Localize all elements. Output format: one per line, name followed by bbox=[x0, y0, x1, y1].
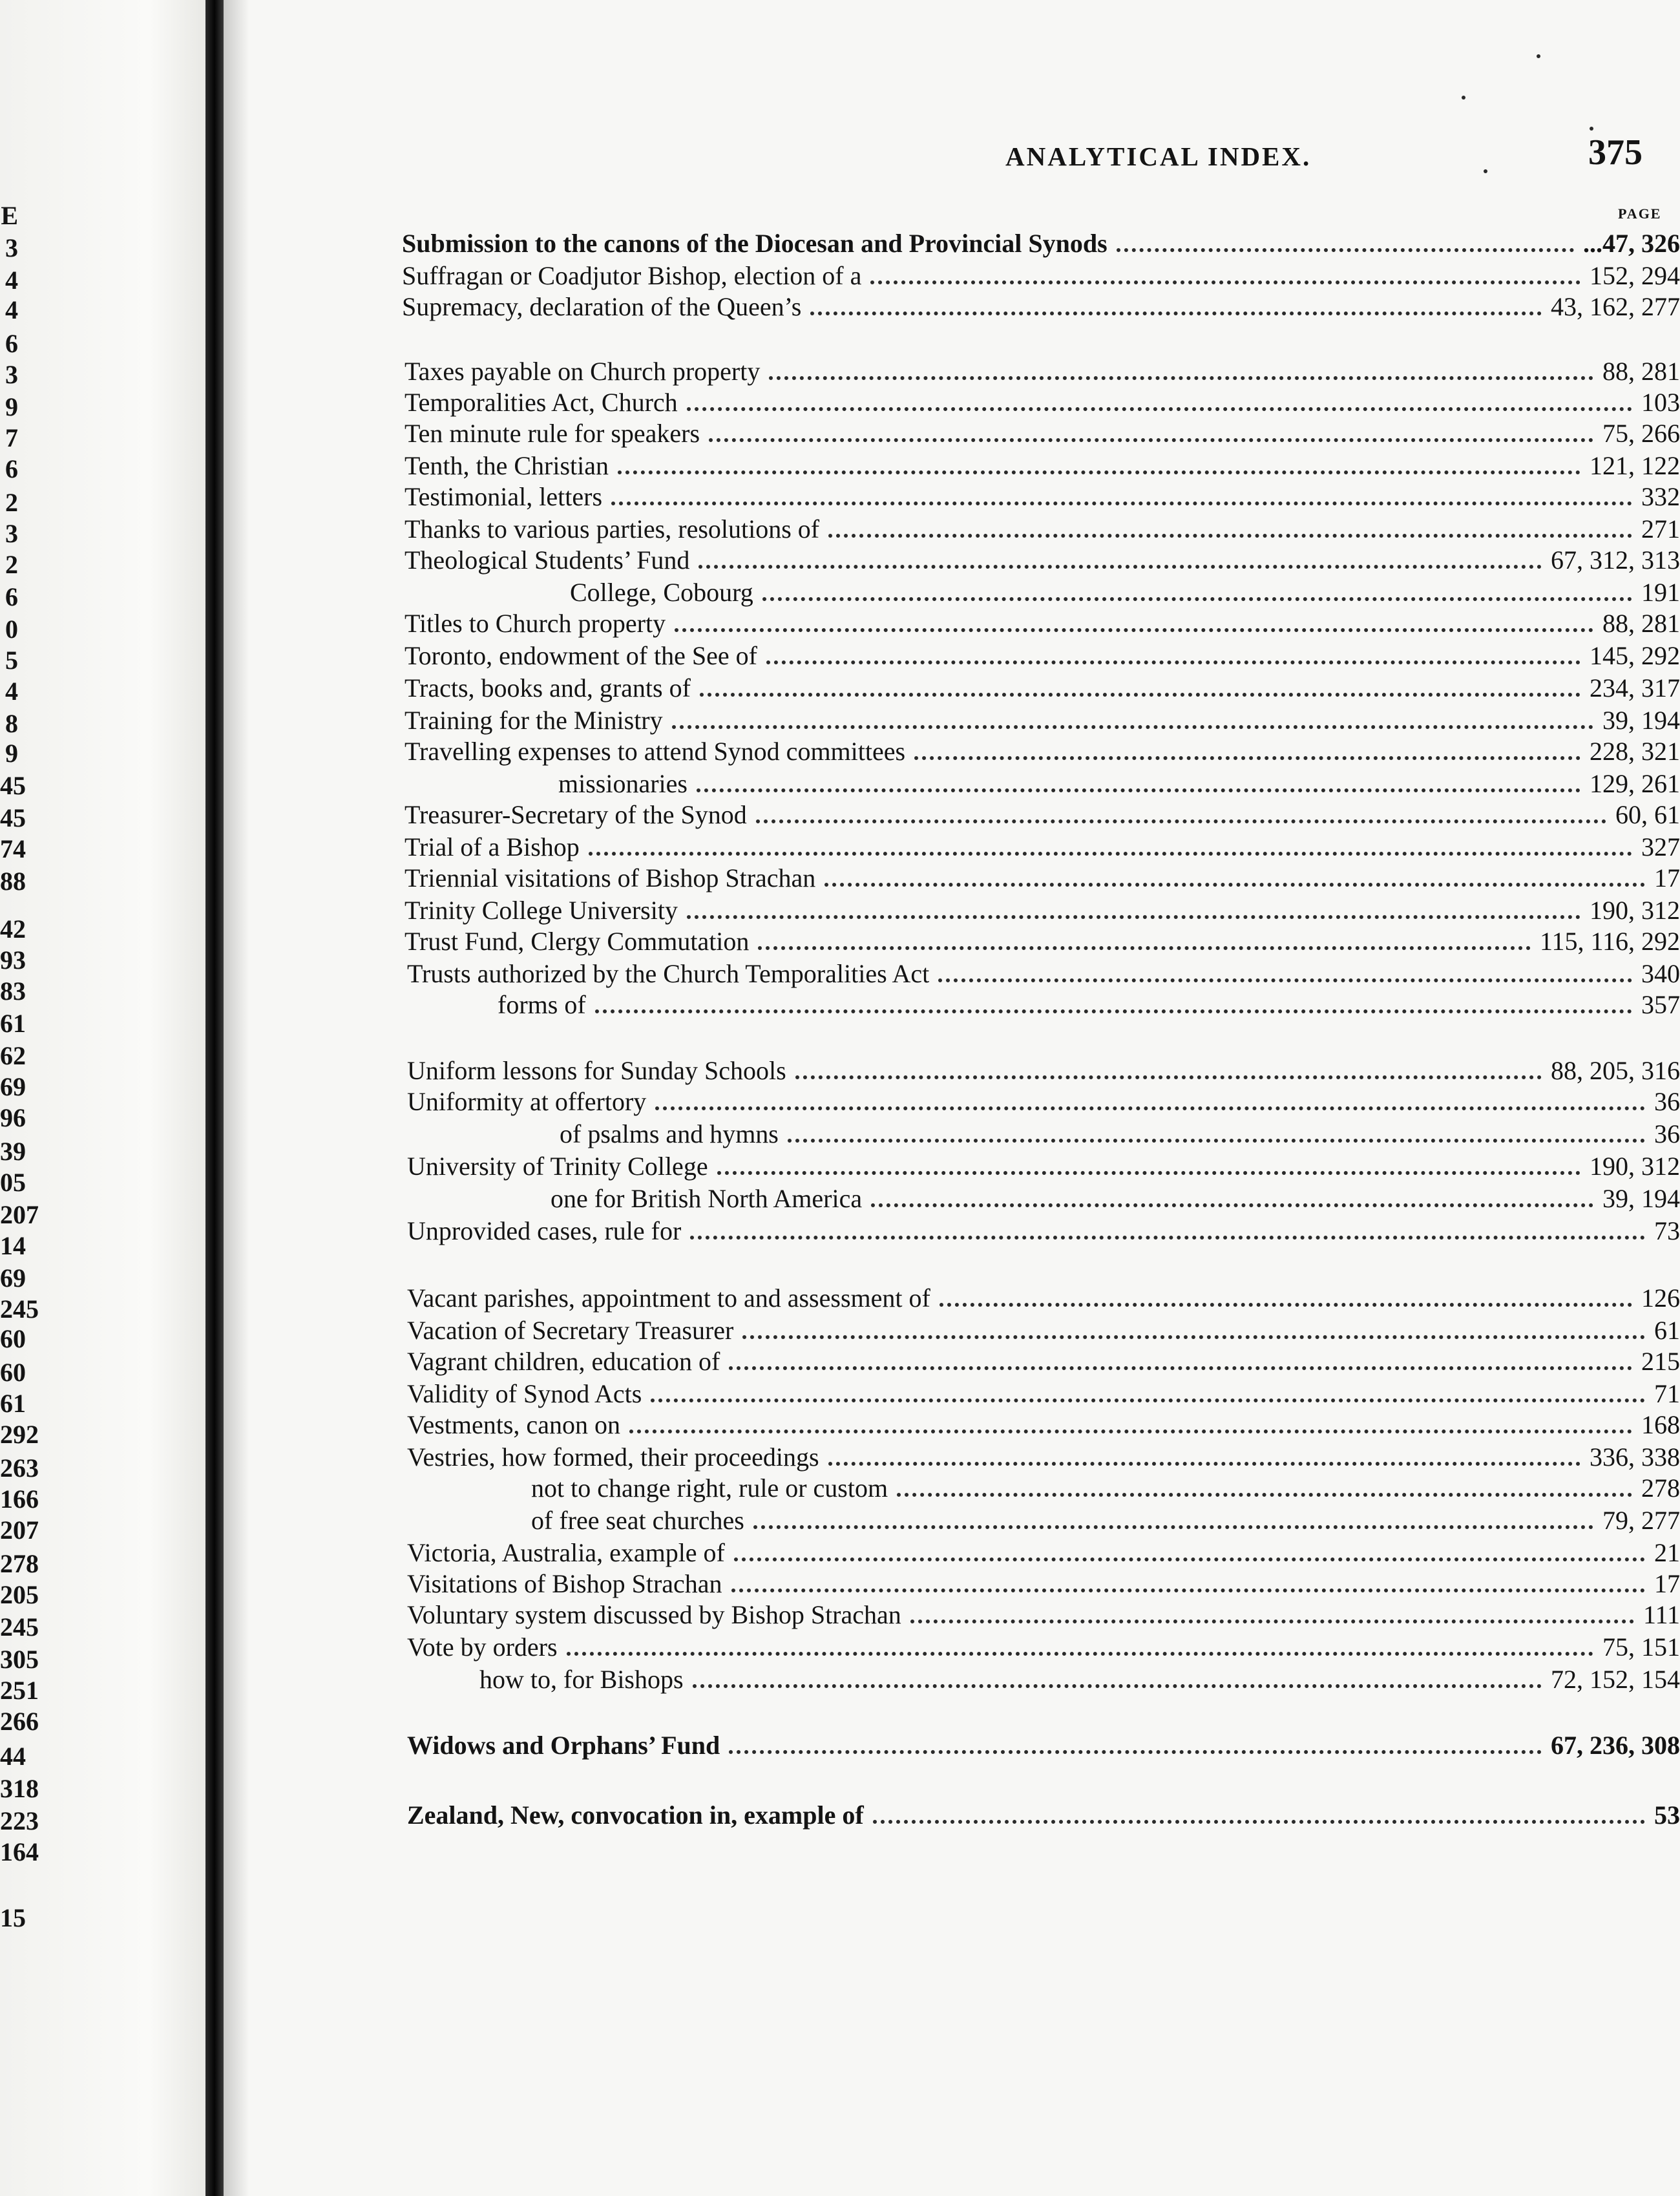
dot-leader bbox=[651, 1399, 1645, 1402]
dot-leader bbox=[690, 1236, 1645, 1240]
entry-pages: 332 bbox=[1641, 482, 1680, 511]
entry-pages: 39, 194 bbox=[1602, 706, 1680, 735]
left-page-margin-number: 251 bbox=[0, 1676, 39, 1705]
index-entry bbox=[249, 768, 1680, 800]
left-page-margin-number: 60 bbox=[0, 1358, 26, 1387]
left-page-margin-number: 69 bbox=[0, 1072, 26, 1101]
entry-pages: 71 bbox=[1654, 1379, 1680, 1408]
index-entry bbox=[249, 1504, 1680, 1537]
dot-leader bbox=[1117, 248, 1574, 252]
left-page-margin-number: 6 bbox=[5, 329, 18, 358]
entry-term: forms of bbox=[498, 990, 586, 1019]
dot-leader bbox=[762, 597, 1632, 601]
entry-term: Submission to the canons of the Diocesan and Provincial Synods bbox=[402, 229, 1108, 258]
index-entry bbox=[249, 1055, 1680, 1087]
left-page-margin-number: 6 bbox=[5, 454, 18, 483]
index-entry bbox=[249, 1282, 1680, 1314]
running-header-title: ANALYTICAL INDEX. bbox=[1005, 142, 1312, 171]
left-facing-page-edge bbox=[0, 0, 213, 2196]
entry-pages: 152, 294 bbox=[1590, 261, 1680, 290]
entry-pages: 129, 261 bbox=[1590, 769, 1680, 798]
index-entry bbox=[249, 417, 1680, 450]
dot-leader bbox=[697, 788, 1580, 792]
entry-term: Taxes payable on Church property bbox=[404, 357, 761, 386]
left-page-margin-number: 3 bbox=[5, 360, 18, 389]
left-page-margin-number: 278 bbox=[0, 1549, 39, 1578]
index-entry bbox=[249, 1378, 1680, 1410]
dot-leader bbox=[655, 1106, 1645, 1110]
index-entry bbox=[249, 704, 1680, 737]
dot-leader bbox=[687, 407, 1632, 411]
dot-leader bbox=[756, 819, 1606, 823]
entry-term: Validity of Synod Acts bbox=[407, 1379, 642, 1408]
index-entry bbox=[249, 1314, 1680, 1347]
left-page-margin-number: 88 bbox=[0, 867, 26, 896]
entry-term: University of Trinity College bbox=[407, 1152, 708, 1181]
entry-term: Unprovided cases, rule for bbox=[407, 1216, 682, 1245]
left-page-margin-number: 14 bbox=[0, 1231, 26, 1260]
dot-leader bbox=[589, 852, 1632, 856]
entry-pages: 75, 266 bbox=[1602, 419, 1680, 448]
paper-speck bbox=[1484, 169, 1487, 173]
dot-leader bbox=[618, 470, 1580, 474]
left-page-margin-number: 96 bbox=[0, 1103, 26, 1132]
dot-leader bbox=[873, 1820, 1645, 1824]
entry-term: Widows and Orphans’ Fund bbox=[407, 1731, 720, 1760]
left-page-margin-number: 93 bbox=[0, 945, 26, 975]
left-page-margin-number: 266 bbox=[0, 1707, 39, 1736]
entry-term: Treasurer-Secretary of the Synod bbox=[404, 800, 747, 829]
entry-term: Voluntary system discussed by Bishop Strachan bbox=[407, 1600, 901, 1629]
entry-term: Theological Students’ Fund bbox=[404, 545, 690, 575]
dot-leader bbox=[897, 1493, 1632, 1497]
entry-pages: 43, 162, 277 bbox=[1551, 292, 1680, 321]
gutter-shadow bbox=[224, 0, 249, 2196]
entry-term: Trusts authorized by the Church Temporalities Act bbox=[407, 959, 930, 988]
entry-pages: 228, 321 bbox=[1590, 737, 1680, 766]
entry-term: Temporalities Act, Church bbox=[404, 388, 678, 417]
left-page-margin-number: 0 bbox=[5, 615, 18, 644]
index-entry bbox=[249, 958, 1680, 990]
entry-pages: 73 bbox=[1654, 1216, 1680, 1245]
index-entry bbox=[249, 735, 1680, 768]
index-entry bbox=[249, 544, 1680, 576]
entry-term: not to change right, rule or custom bbox=[531, 1473, 888, 1503]
entry-term: Visitations of Bishop Strachan bbox=[407, 1569, 722, 1598]
entry-term: Titles to Church property bbox=[404, 609, 666, 638]
dot-leader bbox=[729, 1750, 1542, 1754]
index-entry bbox=[249, 894, 1680, 927]
index-entry bbox=[249, 1118, 1680, 1150]
left-page-margin-number: 62 bbox=[0, 1041, 26, 1070]
dot-leader bbox=[828, 534, 1632, 538]
entry-term: Thanks to various parties, resolutions of bbox=[404, 514, 820, 544]
dot-leader bbox=[788, 1139, 1645, 1143]
entry-term: missionaries bbox=[558, 769, 688, 798]
entry-term: Travelling expenses to attend Synod committees bbox=[404, 737, 906, 766]
index-entry bbox=[249, 513, 1680, 545]
left-page-margin-number: 2 bbox=[5, 550, 18, 579]
entry-pages: 278 bbox=[1641, 1473, 1680, 1503]
dot-leader bbox=[567, 1652, 1593, 1656]
index-entry bbox=[249, 1568, 1680, 1600]
page-number: 375 bbox=[1588, 132, 1643, 173]
index-page bbox=[249, 0, 1680, 2196]
entry-term: Uniformity at offertory bbox=[407, 1087, 647, 1116]
entry-pages: 190, 312 bbox=[1590, 1152, 1680, 1181]
dot-leader bbox=[729, 1366, 1632, 1370]
index-entry bbox=[249, 1729, 1680, 1762]
entry-term: Trinity College University bbox=[404, 896, 678, 925]
left-page-margin-number: 60 bbox=[0, 1324, 26, 1353]
entry-term: Suffragan or Coadjutor Bishop, election of a bbox=[402, 261, 862, 290]
left-page-margin-number: 6 bbox=[5, 582, 18, 611]
entry-term: College, Cobourg bbox=[570, 578, 753, 607]
entry-term: Ten minute rule for speakers bbox=[404, 419, 700, 448]
index-entry bbox=[249, 1215, 1680, 1247]
left-page-margin-number: 5 bbox=[5, 646, 18, 675]
entry-pages: 79, 277 bbox=[1602, 1506, 1680, 1535]
left-page-margin-number: 3 bbox=[5, 233, 18, 262]
dot-leader bbox=[753, 1525, 1593, 1529]
left-page-margin-number: 9 bbox=[5, 392, 18, 421]
left-page-margin-number: 69 bbox=[0, 1263, 26, 1293]
left-page-margin-number: 39 bbox=[0, 1137, 26, 1166]
index-entry bbox=[249, 1799, 1680, 1832]
index-entry bbox=[249, 925, 1680, 958]
entry-term: Vote by orders bbox=[407, 1632, 558, 1662]
left-page-margin-number: 263 bbox=[0, 1453, 39, 1483]
entry-term: Triennial visitations of Bishop Strachan bbox=[404, 863, 816, 892]
entry-pages: 17 bbox=[1654, 863, 1680, 892]
entry-pages: 168 bbox=[1641, 1410, 1680, 1439]
entry-pages: 190, 312 bbox=[1590, 896, 1680, 925]
entry-term: Trust Fund, Clergy Commutation bbox=[404, 927, 750, 956]
entry-pages: 36 bbox=[1654, 1087, 1680, 1116]
index-entry bbox=[249, 450, 1680, 482]
index-entry bbox=[249, 355, 1680, 388]
entry-pages: 271 bbox=[1641, 514, 1680, 544]
entry-term: Training for the Ministry bbox=[404, 706, 663, 735]
entry-pages: 357 bbox=[1641, 990, 1680, 1019]
entry-term: Supremacy, declaration of the Queen’s bbox=[402, 292, 802, 321]
dot-leader bbox=[742, 1335, 1645, 1339]
entry-term: Vagrant children, education of bbox=[407, 1347, 720, 1376]
left-page-margin-number: 223 bbox=[0, 1806, 39, 1835]
entry-pages: 60, 61 bbox=[1615, 800, 1680, 829]
dot-leader bbox=[810, 311, 1542, 315]
dot-leader bbox=[687, 915, 1580, 919]
entry-pages: 67, 312, 313 bbox=[1551, 545, 1680, 575]
entry-pages: 21 bbox=[1654, 1538, 1680, 1567]
entry-term: Testimonial, letters bbox=[404, 482, 603, 511]
dot-leader bbox=[940, 1303, 1632, 1307]
index-entry bbox=[249, 862, 1680, 894]
entry-term: Tenth, the Christian bbox=[404, 451, 609, 480]
entry-pages: 340 bbox=[1641, 959, 1680, 988]
dot-leader bbox=[766, 660, 1580, 664]
index-entry bbox=[249, 1086, 1680, 1118]
left-page-margin-number: 45 bbox=[0, 771, 26, 800]
index-entry bbox=[249, 989, 1680, 1021]
index-entry bbox=[249, 1472, 1680, 1504]
index-entry bbox=[249, 1409, 1680, 1441]
left-page-margin-number: E bbox=[1, 201, 18, 230]
left-page-margin-number: 292 bbox=[0, 1420, 39, 1449]
entry-term: of psalms and hymns bbox=[560, 1119, 779, 1148]
index-entry bbox=[249, 831, 1680, 863]
paper-speck bbox=[1537, 54, 1540, 58]
left-page-margin-number: 05 bbox=[0, 1168, 26, 1197]
left-page-margin-number: 164 bbox=[0, 1837, 39, 1866]
dot-leader bbox=[693, 1684, 1542, 1688]
left-page-margin-number: 42 bbox=[0, 914, 26, 944]
index-entry bbox=[249, 1599, 1680, 1631]
left-page-margin-number: 9 bbox=[5, 739, 18, 768]
entry-pages: 72, 152, 154 bbox=[1551, 1665, 1680, 1694]
entry-pages: 327 bbox=[1641, 832, 1680, 861]
index-entry bbox=[249, 640, 1680, 672]
entry-pages: 126 bbox=[1641, 1283, 1680, 1313]
entry-pages: 121, 122 bbox=[1590, 451, 1680, 480]
entry-pages: 103 bbox=[1641, 388, 1680, 417]
entry-term: Vestments, canon on bbox=[407, 1410, 620, 1439]
entry-pages: 39, 194 bbox=[1602, 1184, 1680, 1213]
entry-pages: 36 bbox=[1654, 1119, 1680, 1148]
dot-leader bbox=[914, 756, 1580, 760]
index-entry bbox=[249, 260, 1680, 292]
entry-term: Trial of a Bishop bbox=[404, 832, 580, 861]
dot-leader bbox=[709, 438, 1593, 442]
index-entry bbox=[249, 481, 1680, 513]
entry-term: Tracts, books and, grants of bbox=[404, 673, 691, 702]
dot-leader bbox=[769, 376, 1593, 380]
index-entry bbox=[249, 386, 1680, 419]
index-entry bbox=[249, 1183, 1680, 1215]
left-page-margin-number: 245 bbox=[0, 1612, 39, 1642]
entry-term: Uniform lessons for Sunday Schools bbox=[407, 1056, 786, 1085]
left-page-margin-number: 83 bbox=[0, 977, 26, 1006]
index-entry bbox=[249, 1537, 1680, 1569]
entry-pages: 88, 281 bbox=[1602, 609, 1680, 638]
entry-pages: 75, 151 bbox=[1602, 1632, 1680, 1662]
entry-term: of free seat churches bbox=[531, 1506, 744, 1535]
dot-leader bbox=[595, 1009, 1632, 1013]
entry-pages: 234, 317 bbox=[1590, 673, 1680, 702]
index-entry bbox=[249, 291, 1680, 323]
entry-pages: 88, 281 bbox=[1602, 357, 1680, 386]
dot-leader bbox=[938, 978, 1632, 982]
left-page-margin-number: 4 bbox=[5, 266, 18, 295]
entry-term: Vacation of Secretary Treasurer bbox=[407, 1316, 734, 1345]
entry-term: Toronto, endowment of the See of bbox=[404, 641, 757, 670]
index-entry bbox=[249, 672, 1680, 704]
left-page-margin-number: 305 bbox=[0, 1645, 39, 1674]
dot-leader bbox=[700, 693, 1580, 697]
left-page-margin-number: 8 bbox=[5, 709, 18, 738]
entry-pages: 115, 116, 292 bbox=[1539, 927, 1680, 956]
book-gutter bbox=[205, 0, 224, 2196]
entry-pages: 336, 338 bbox=[1590, 1442, 1680, 1472]
entry-pages: 17 bbox=[1654, 1569, 1680, 1598]
dot-leader bbox=[870, 280, 1580, 284]
left-page-margin-number: 207 bbox=[0, 1200, 39, 1229]
left-page-margin-number: 44 bbox=[0, 1742, 26, 1771]
entry-term: Vacant parishes, appointment to and assessment of bbox=[407, 1283, 930, 1313]
entry-pages: 61 bbox=[1654, 1316, 1680, 1345]
entry-pages: 67, 236, 308 bbox=[1551, 1731, 1680, 1760]
dot-leader bbox=[672, 725, 1593, 729]
left-page-margin-number: 318 bbox=[0, 1774, 39, 1803]
index-entry bbox=[249, 607, 1680, 640]
dot-leader bbox=[731, 1589, 1645, 1592]
left-page-margin-number: 207 bbox=[0, 1515, 39, 1545]
paper-speck bbox=[1590, 127, 1593, 131]
dot-leader bbox=[828, 1462, 1580, 1466]
entry-pages: 111 bbox=[1643, 1600, 1680, 1629]
page-column-label: PAGE bbox=[1618, 206, 1662, 222]
left-page-margin-number: 61 bbox=[0, 1009, 26, 1038]
entry-term: how to, for Bishops bbox=[479, 1665, 684, 1694]
entry-pages: ...47, 326 bbox=[1583, 229, 1680, 258]
dot-leader bbox=[698, 565, 1542, 569]
left-page-margin-number: 45 bbox=[0, 803, 26, 832]
left-page-margin-number: 15 bbox=[0, 1903, 26, 1932]
entry-term: Victoria, Australia, example of bbox=[407, 1538, 725, 1567]
paper-speck bbox=[1462, 96, 1465, 100]
dot-leader bbox=[717, 1171, 1580, 1175]
left-page-margin-number: 3 bbox=[5, 519, 18, 548]
left-page-margin-number: 205 bbox=[0, 1580, 39, 1609]
dot-leader bbox=[758, 946, 1531, 950]
index-entry bbox=[249, 799, 1680, 831]
left-page-margin-number: 4 bbox=[5, 295, 18, 324]
dot-leader bbox=[734, 1557, 1645, 1561]
entry-term: Zealand, New, convocation in, example of bbox=[407, 1800, 864, 1830]
left-page-margin-number: 61 bbox=[0, 1389, 26, 1418]
index-entry bbox=[249, 1346, 1680, 1378]
index-entry bbox=[249, 1631, 1680, 1663]
dot-leader bbox=[795, 1075, 1542, 1079]
left-page-margin-number: 4 bbox=[5, 677, 18, 706]
dot-leader bbox=[910, 1620, 1634, 1623]
index-entry bbox=[249, 1150, 1680, 1183]
dot-leader bbox=[611, 501, 1632, 505]
dot-leader bbox=[629, 1430, 1632, 1433]
entry-pages: 145, 292 bbox=[1590, 641, 1680, 670]
dot-leader bbox=[824, 883, 1645, 887]
left-page-margin-number: 166 bbox=[0, 1484, 39, 1514]
entry-term: Vestries, how formed, their proceedings bbox=[407, 1442, 819, 1472]
index-entry bbox=[249, 1663, 1680, 1696]
index-entry bbox=[249, 1441, 1680, 1473]
index-entry bbox=[249, 227, 1680, 260]
dot-leader bbox=[675, 628, 1593, 632]
dot-leader bbox=[871, 1203, 1593, 1207]
entry-pages: 191 bbox=[1641, 578, 1680, 607]
left-page-margin-number: 245 bbox=[0, 1294, 39, 1324]
entry-pages: 53 bbox=[1654, 1800, 1680, 1830]
entry-term: one for British North America bbox=[551, 1184, 863, 1213]
index-entry bbox=[249, 576, 1680, 609]
entry-pages: 215 bbox=[1641, 1347, 1680, 1376]
left-page-margin-number: 2 bbox=[5, 488, 18, 517]
entry-pages: 88, 205, 316 bbox=[1551, 1056, 1680, 1085]
left-page-margin-number: 74 bbox=[0, 834, 26, 863]
left-page-margin-number: 7 bbox=[5, 423, 18, 452]
